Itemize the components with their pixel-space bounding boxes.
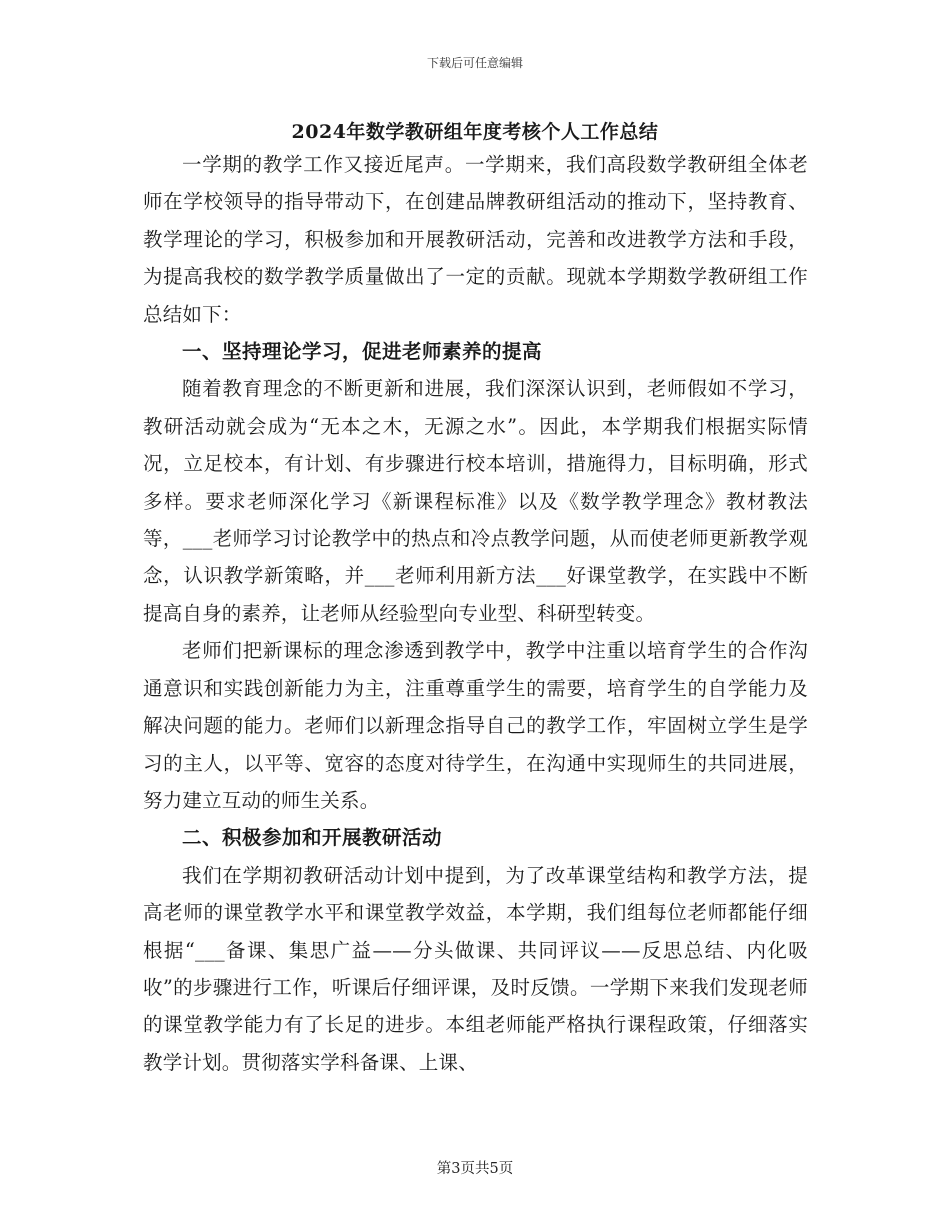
- section-heading-2: 二、积极参加和开展教研活动: [182, 826, 443, 850]
- section-1-paragraph-1: 随着教育理念的不断更新和进展，我们深深认识到，老师假如不学习，教研活动就会成为“无本之木，无源之水”。因此，本学期我们根据实际情况，立足校本，有计划、有步骤进行校本培训，措施得力，目标明确，形式多样。要求老师深化学习《新课程标准》以及《数学教学理念》教材教法等，___老师学习讨论教学中的热点和冷点教学问题，从而使老师更新教学观念，认识教学新策略，并___老师利用新方法___好课堂教学，在实践中不断提高自身的素养，让老师从经验型向专业型、科研型转变。: [143, 377, 808, 625]
- page-footer: 第3页共5页: [436, 1161, 514, 1177]
- document-body: [143, 146, 808, 1081]
- section-1-paragraph-2: 老师们把新课标的理念渗透到教学中，教学中注重以培育学生的合作沟通意识和实践创新能力为主，注重尊重学生的需要，培育学生的自学能力及解决问题的能力。老师们以新理念指导自己的教学工作，牢固树立学生是学习的主人，以平等、宽容的态度对待学生，在沟通中实现师生的共同进展，努力建立互动的师生关系。: [143, 639, 808, 812]
- header-note: 下载后可任意编辑: [426, 56, 523, 70]
- document-title: 2024年数学教研组年度考核个人工作总结: [291, 121, 659, 143]
- intro-paragraph: 一学期的教学工作又接近尾声。一学期来，我们高段数学教研组全体老师在学校领导的指导带动下，在创建品牌教研组活动的推动下，坚持教育、教学理论的学习，积极参加和开展教研活动，完善和改进教学方法和手段，为提高我校的数学教学质量做出了一定的贡献。现就本学期数学教研组工作总结如下：: [143, 153, 808, 326]
- section-2-paragraph-1: 我们在学期初教研活动计划中提到，为了改革课堂结构和教学方法，提高老师的课堂教学水平和课堂教学效益，本学期，我们组每位老师都能仔细根据“___备课、集思广益——分头做课、共同评议——反思总结、内化吸收”的步骤进行工作，听课后仔细评课，及时反馈。一学期下来我们发现老师的课堂教学能力有了长足的进步。本组老师能严格执行课程政策，仔细落实教学计划。贯彻落实学科备课、上课、: [143, 863, 808, 1074]
- section-heading-1: 一、坚持理论学习，促进老师素养的提高: [182, 340, 543, 364]
